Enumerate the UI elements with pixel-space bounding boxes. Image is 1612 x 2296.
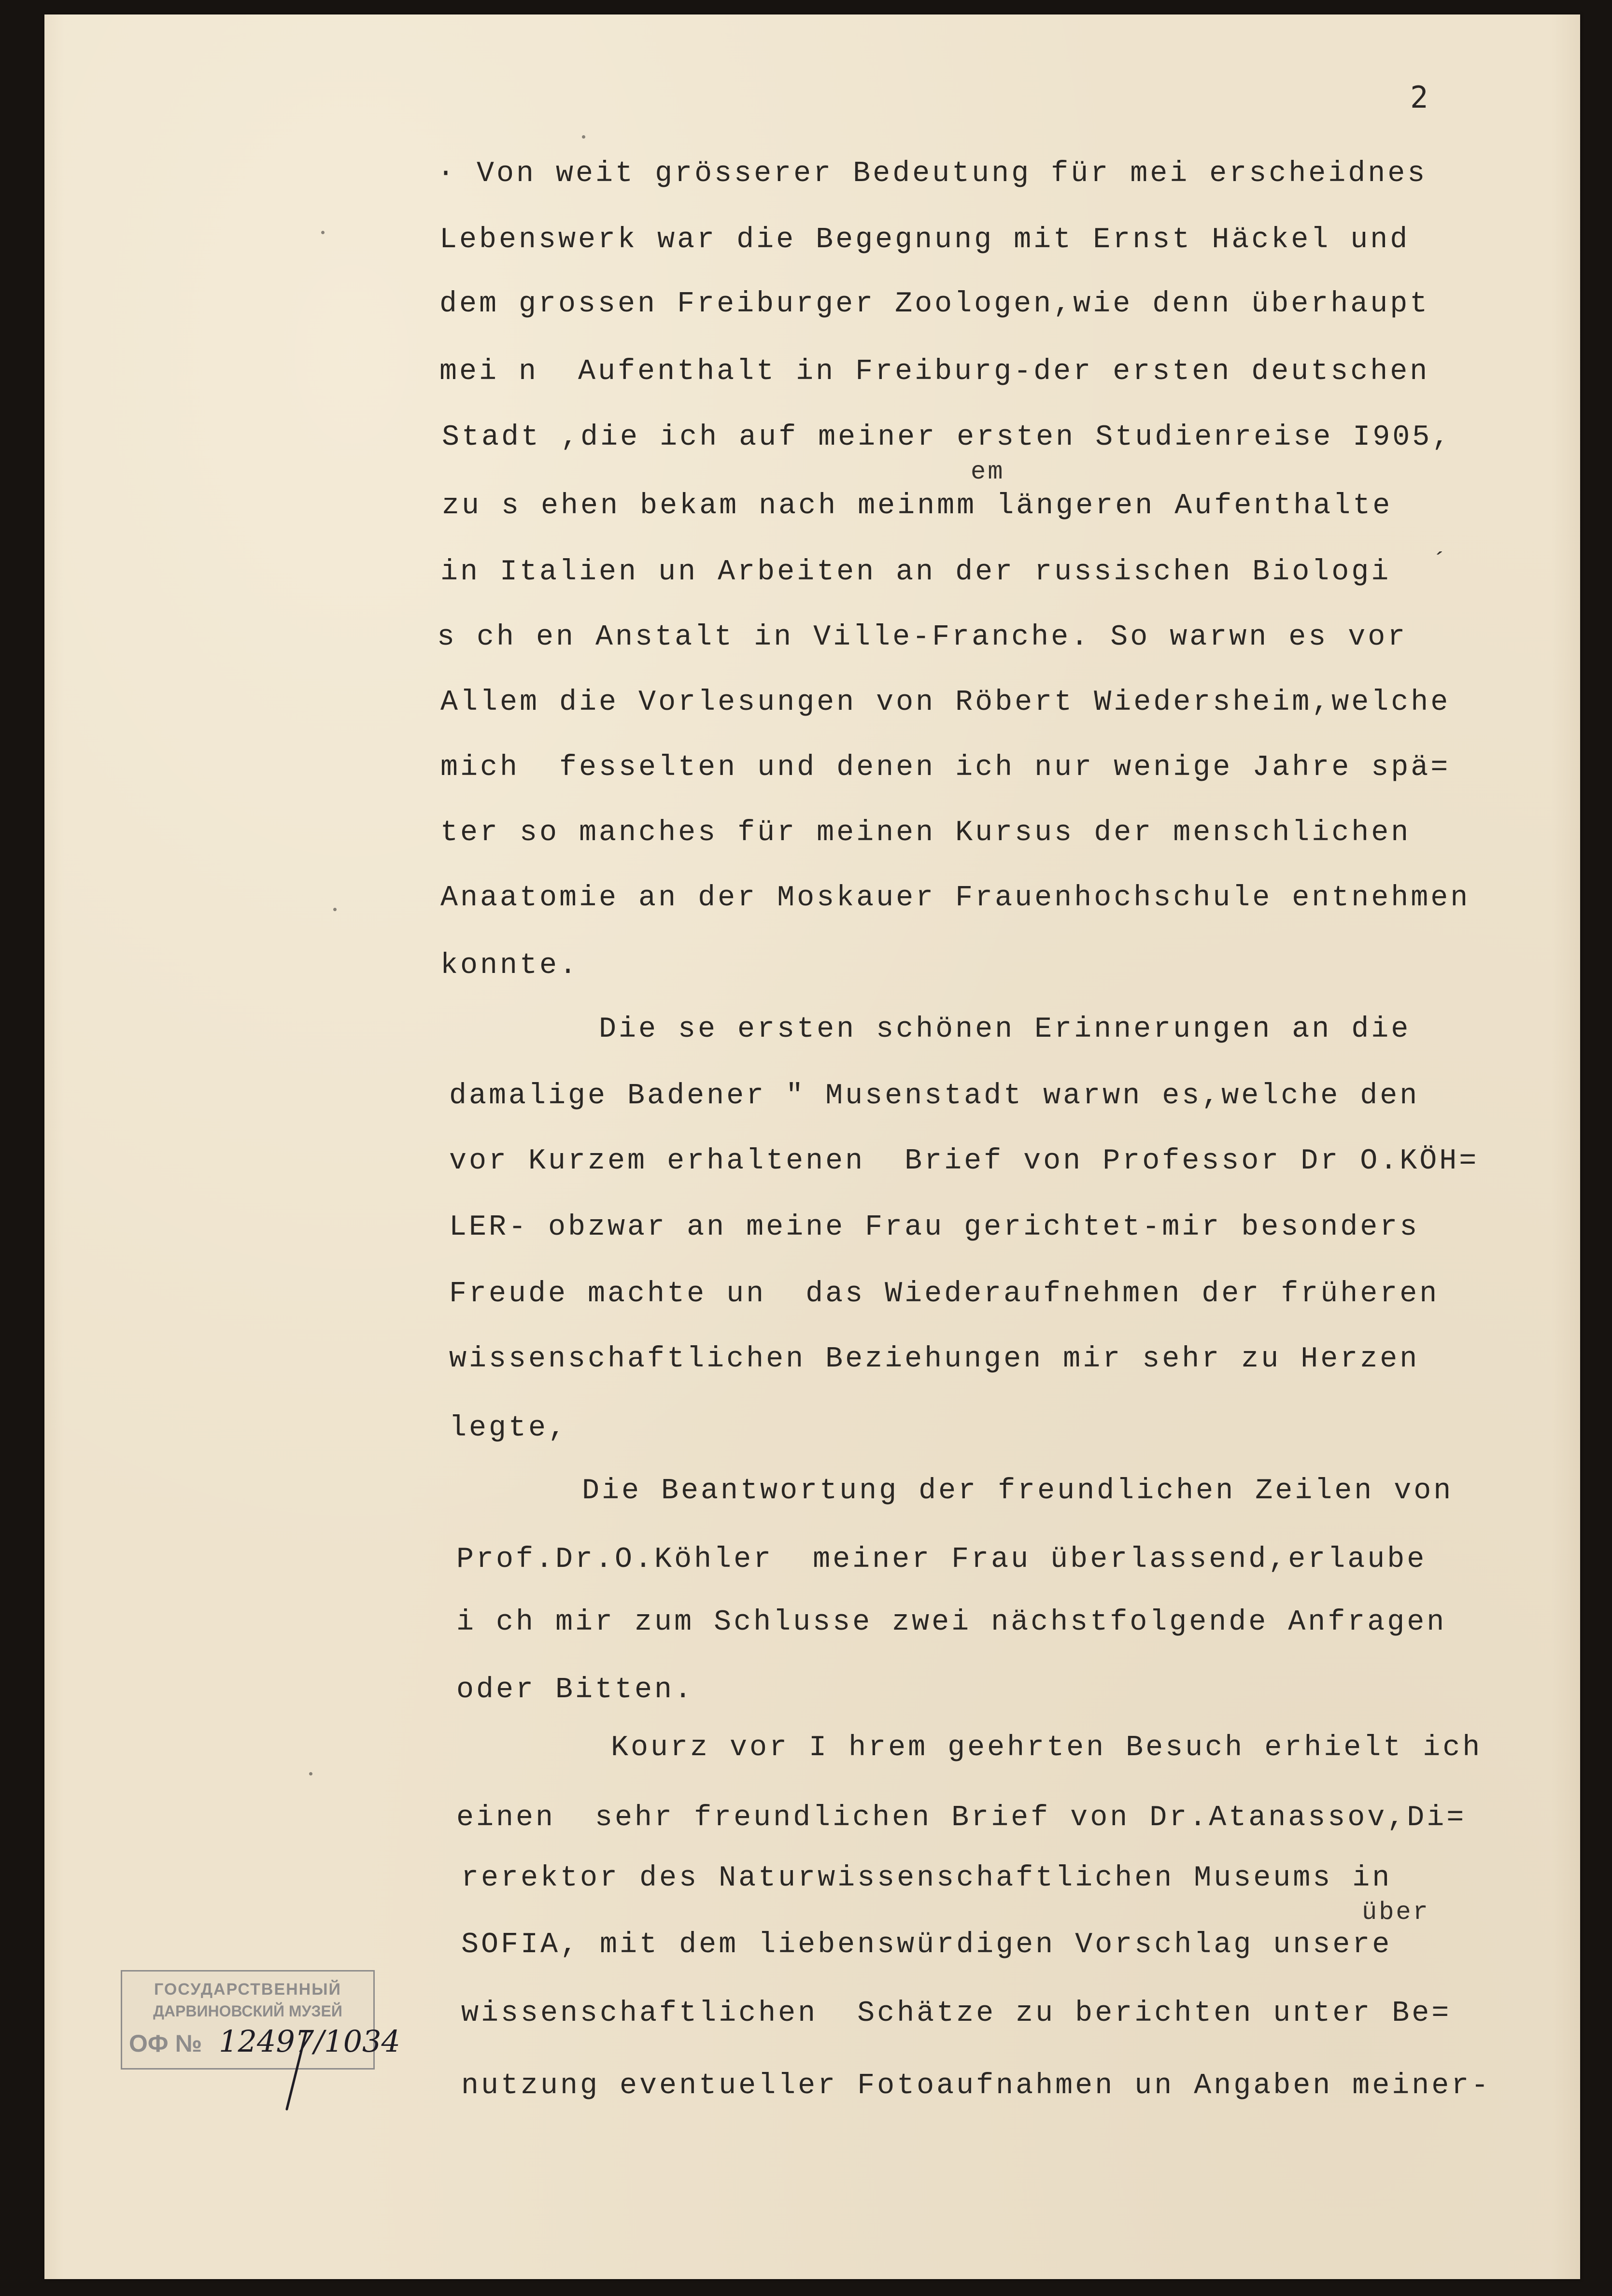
text-line: konnte. xyxy=(440,949,580,982)
text-line: zu s ehen bekam nach meinmm längeren Aufenthalte xyxy=(442,490,1393,522)
text-line: ter so manches für meinen Kursus der menschlichen xyxy=(440,817,1411,849)
text-line: i ch mir zum Schlusse zwei nächstfolgende Anfragen xyxy=(456,1606,1447,1639)
text-line: Lebenswerk war die Begegnung mit Ernst Häckel und xyxy=(439,224,1410,256)
text-line: nutzung eventueller Fotoaufnahmen un Angaben meiner- xyxy=(461,2070,1491,2102)
text-line: wissenschaftlichen Schätze zu berichten unter Be= xyxy=(461,1997,1452,2030)
interlinear-accent: ´ xyxy=(1432,549,1449,577)
text-line: SOFIA, mit dem liebenswürdigen Vorschlag unsere xyxy=(461,1929,1392,1961)
text-line: in Italien un Arbeiten an der russischen Biologi xyxy=(440,556,1391,589)
text-line: Stadt ,die ich auf meiner ersten Studienreise I905, xyxy=(442,421,1452,454)
text-line: Freude machte un das Wiederaufnehmen der früheren xyxy=(449,1278,1440,1310)
page-number: 2 xyxy=(1410,80,1428,115)
text-line: mei n Aufenthalt in Freiburg-der ersten deutschen xyxy=(439,355,1430,388)
paper-speck xyxy=(582,135,585,139)
text-line: rerektor des Naturwissenschaftlichen Museums in xyxy=(461,1862,1392,1895)
museum-stamp xyxy=(121,1970,400,2070)
text-line: einen sehr freundlichen Brief von Dr.Atanassov,Di= xyxy=(456,1802,1467,1834)
text-line: Kourz vor I hrem geehrten Besuch erhielt ich xyxy=(611,1732,1483,1764)
stamp-line-1: ГОСУДАРСТВЕННЫЙ xyxy=(154,1980,341,1999)
text-line: Die Beantwortung der freundlichen Zeilen von xyxy=(582,1475,1454,1507)
handwritten-inventory-number: 12497/1034 xyxy=(219,2024,400,2059)
text-line: wissenschaftlichen Beziehungen mir sehr zu Herzen xyxy=(449,1343,1420,1376)
interlinear-insertion: über xyxy=(1362,1898,1430,1927)
text-line: Die se ersten schönen Erinnerungen an die xyxy=(599,1013,1411,1046)
text-line: Prof.Dr.O.Köhler meiner Frau überlassend,erlaube xyxy=(456,1543,1427,1576)
text-line: s ch en Anstalt in Ville-Franche. So warwn es vor xyxy=(437,621,1408,654)
text-line: LER- obzwar an meine Frau gerichtet-mir besonders xyxy=(449,1211,1420,1244)
text-line: damalige Badener " Musenstadt warwn es,welche den xyxy=(449,1080,1420,1113)
paper-speck xyxy=(321,231,325,234)
stamp-line-2: ДАРВИНОВСКИЙ МУЗЕЙ xyxy=(153,2002,342,2020)
interlinear-correction: em xyxy=(971,458,1005,486)
paper-speck xyxy=(309,1772,312,1775)
text-line: vor Kurzem erhaltenen Brief von Professor Dr O.KÖH= xyxy=(449,1145,1479,1178)
text-line: mich fesselten und denen ich nur wenige Jahre spä= xyxy=(440,751,1451,784)
text-line: · Von weit grösserer Bedeutung für mei erscheidnes xyxy=(437,157,1428,190)
text-line: oder Bitten. xyxy=(456,1674,694,1706)
text-line: dem grossen Freiburger Zoologen,wie denn überhaupt xyxy=(439,288,1430,321)
text-line: legte, xyxy=(449,1412,568,1445)
text-line: Allem die Vorlesungen von Röbert Wiedersheim,welche xyxy=(440,686,1451,719)
stamp-prefix: ОФ № xyxy=(129,2030,202,2057)
paper-speck xyxy=(333,908,337,911)
text-line: Anaatomie an der Moskauer Frauenhochschule entnehmen xyxy=(440,882,1471,915)
